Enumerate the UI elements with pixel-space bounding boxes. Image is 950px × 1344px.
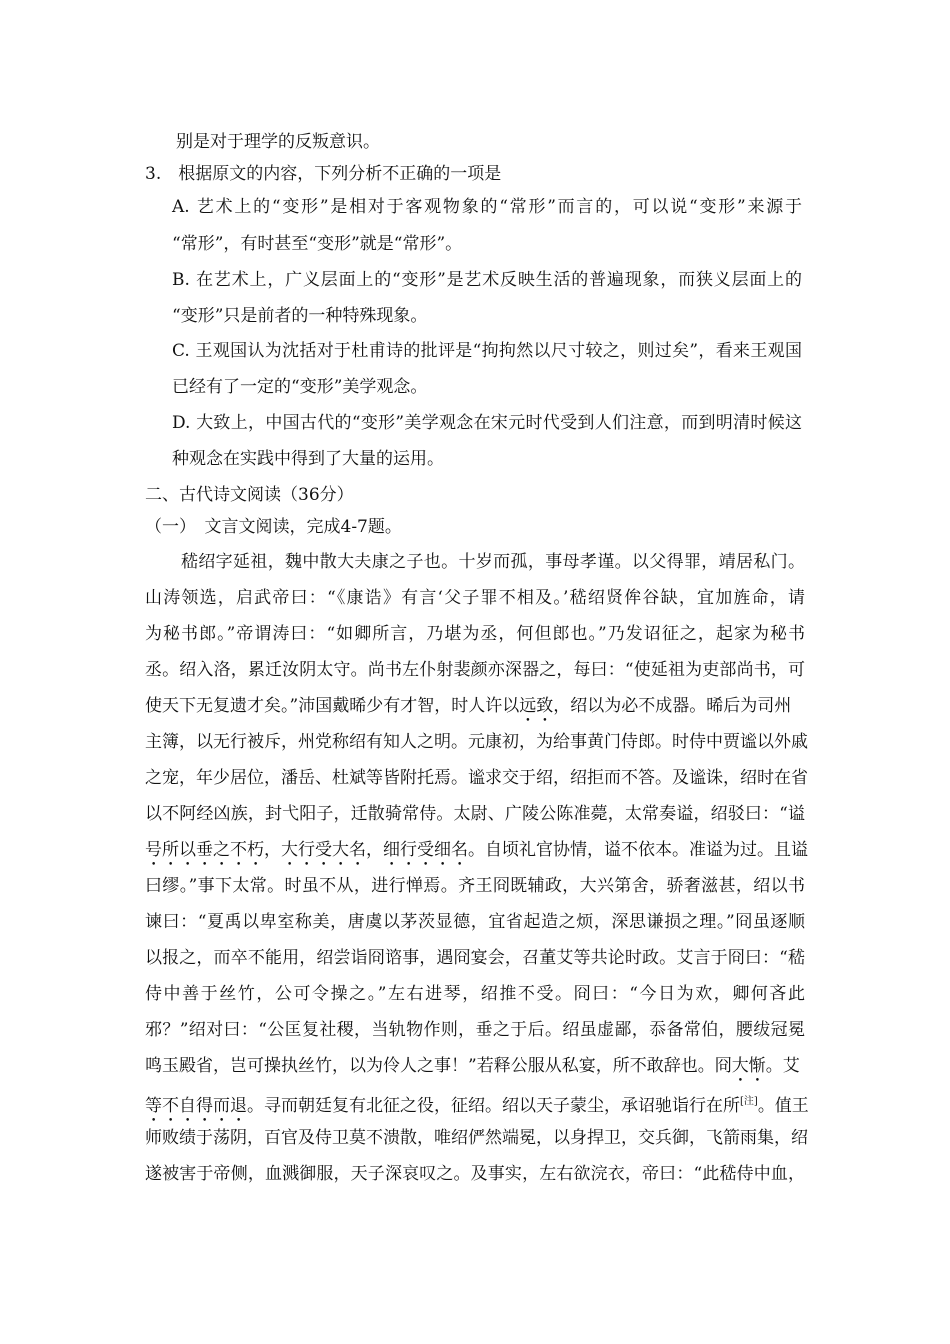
passage-line-16-b: 。寻而朝廷复有北征之役，征绍。绍以天子蒙尘，承诏驰诣行在所 bbox=[247, 1096, 740, 1116]
passage-line-16 bbox=[145, 1091, 809, 1126]
passage-line-15 bbox=[145, 1055, 805, 1086]
footnote-marker[interactable]: [注] bbox=[740, 1096, 758, 1107]
passage-line-6: 主簿，以无行被斥，州党称绍有知人之明。元康初，为给事黄门侍郎。时侍中贾谧以外戚 bbox=[145, 732, 808, 752]
option-c-line2: 已经有了一定的“变形”美学观念。 bbox=[172, 377, 428, 397]
question-3-stem: 3. 根据原文的内容，下列分析不正确的一项是 bbox=[145, 164, 502, 184]
passage-line-11: 谏曰：“夏禹以卑室称美，唐虞以茅茨显德，宜省起造之烦，深思谦损之理。”冏虽逐顺 bbox=[145, 912, 805, 932]
passage-line-12: 以报之，而卒不能用，绍尝诣冏谘事，遇冏宴会，召董艾等共论时政。艾言于冏曰：“嵇 bbox=[145, 948, 805, 968]
passage-line-17: 师败绩于荡阴，百官及侍卫莫不溃散，唯绍俨然端冕，以身捍卫，交兵御，飞箭雨集，绍 bbox=[145, 1128, 808, 1148]
passage-line-3: 为秘书郎。”帝谓涛曰：“如卿所言，乃堪为丞，何但郎也。”乃发诏征之，起家为秘书 bbox=[145, 624, 805, 644]
passage-line-16-c: 。值王 bbox=[757, 1096, 809, 1116]
passage-emphasis-yuanzhi: 远致 bbox=[519, 696, 554, 716]
previous-section-tail: 别是对于理学的反叛意识。 bbox=[176, 132, 380, 152]
passage-line-2: 山涛领选，启武帝曰：“《康诰》有言‘父子罪不相及。’嵇绍贤侔谷缺，宜加旌命，请 bbox=[145, 588, 805, 608]
passage-line-1: 嵇绍字延祖，魏中散大夫康之子也。十岁而孤，事母孝谨。以父得罪，靖居私门。 bbox=[181, 552, 805, 572]
option-d-line1: D. 大致上，中国古代的“变形”美学观念在宋元时代受到人们注意，而到明清时候这 bbox=[172, 413, 802, 433]
passage-emphasis-dacan: 大惭 bbox=[731, 1056, 766, 1076]
passage-line-14: 邪？”绍对曰：“公匡复社稷，当轨物作则，垂之于后。绍虽虚鄙，忝备常伯，腰绂冠冕 bbox=[145, 1020, 805, 1040]
passage-line-18: 遂被害于帝侧，血溅御服，天子深哀叹之。及事实，左右欲浣衣，帝曰：“此嵇侍中血， bbox=[145, 1164, 805, 1184]
passage-line-9-b: 。自顷礼官协情，谥不依本。准谥为过。且谥 bbox=[468, 840, 808, 860]
passage-line-9 bbox=[145, 839, 808, 870]
passage-line-13: 侍中善于丝竹，公可令操之。”左右进琴，绍推不受。冏曰：“今日为欢，卿何吝此 bbox=[145, 984, 805, 1004]
passage-emphasis-buzide: 等不自得而退 bbox=[145, 1096, 247, 1116]
passage-line-10: 曰缪。”事下太常。时虽不从，进行惮焉。齐王冏既辅政，大兴第舍，骄奢滋甚，绍以书 bbox=[145, 876, 805, 896]
passage-line-8: 以不阿经凶族，封弋阳子，迁散骑常侍。太尉、广陵公陈准薨，太常奏谥，绍驳曰：“谥 bbox=[145, 804, 805, 824]
option-b-line1: B. 在艺术上，广义层面上的“变形”是艺术反映生活的普遍现象，而狭义层面上的 bbox=[172, 270, 802, 290]
option-c-line1: C. 王观国认为沈括对于杜甫诗的批评是“拘拘然以尺寸较之，则过矣”，看来王观国 bbox=[172, 341, 802, 361]
passage-line-5 bbox=[145, 695, 805, 726]
section-2-heading: 二、古代诗文阅读（36分） bbox=[145, 485, 354, 505]
subsection-1-heading: （一） 文言文阅读，完成4-7题。 bbox=[145, 517, 402, 537]
option-a-line1: A. 艺术上的“变形”是相对于客观物象的“常形”而言的，可以说“变形”来源于 bbox=[172, 197, 802, 217]
passage-line-15-a: 鸣玉殿省，岂可操执丝竹，以为伶人之事！”若释公服从私宴，所不敢辞也。冏 bbox=[145, 1056, 732, 1076]
option-b-line2: “变形”只是前者的一种特殊现象。 bbox=[172, 306, 428, 326]
passage-line-5-a: 使天下无复遗才矣。”沛国戴晞少有才智，时人许以 bbox=[145, 696, 520, 716]
passage-line-5-c: ，绍以为必不成器。晞后为司州 bbox=[553, 696, 792, 716]
passage-line-4: 丞。绍入洛，累迁汝阴太守。尚书左仆射裴颜亦深器之，每曰：“使延祖为吏部尚书，可 bbox=[145, 660, 805, 680]
passage-line-15-c: 。艾 bbox=[765, 1056, 800, 1076]
passage-line-7: 之宠，年少居位，潘岳、杜斌等皆附托焉。谧求交于绍，绍拒而不答。及谧诛，绍时在省 bbox=[145, 768, 808, 788]
option-d-line2: 种观念在实践中得到了大量的运用。 bbox=[172, 449, 444, 469]
passage-emphasis-shihao: 号所以垂之不朽，大行受大名，细行受细名 bbox=[145, 840, 468, 860]
option-a-line2: “常形”，有时甚至“变形”就是“常形”。 bbox=[172, 234, 463, 254]
